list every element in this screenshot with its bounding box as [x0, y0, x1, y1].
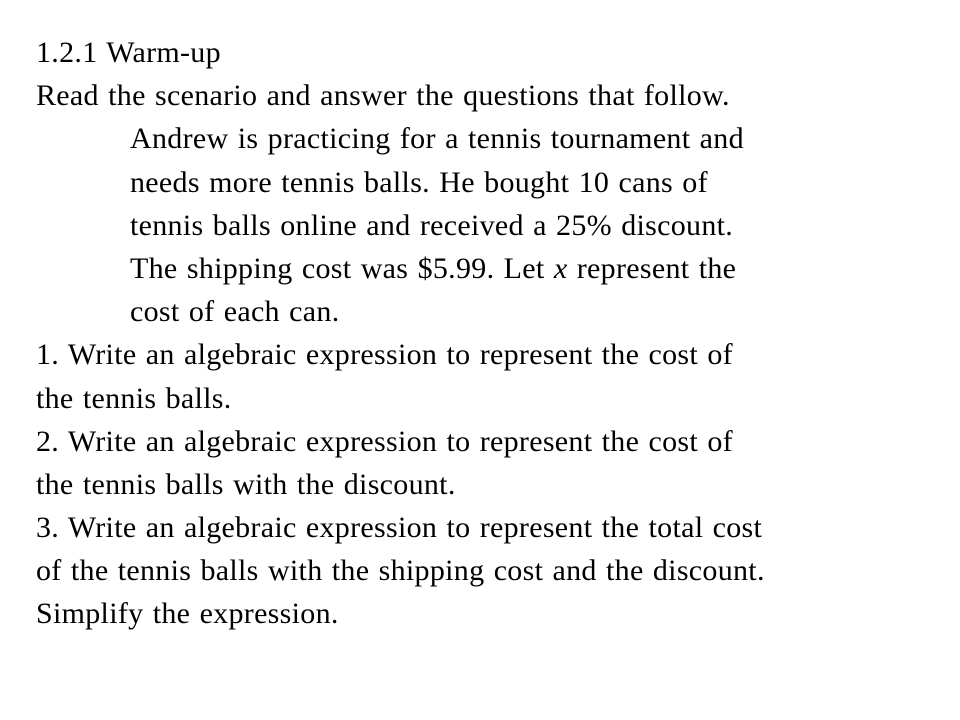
variable-x: x: [553, 251, 568, 285]
question-2-line-2: the tennis balls with the discount.: [36, 467, 456, 501]
scenario-line-4-start: The shipping cost was $5.99. Let: [130, 251, 554, 285]
slide-heading: 1.2.1 Warm-up: [36, 36, 221, 69]
scenario-line-3: tennis balls online and received a 25% discount.: [130, 208, 734, 242]
question-1: [36, 333, 936, 419]
question-3: [36, 506, 936, 636]
scenario-block: [36, 117, 936, 333]
warm-up-slide: [36, 31, 936, 636]
question-1-line-2: the tennis balls.: [36, 381, 232, 415]
question-3-line-3: Simplify the expression.: [36, 597, 339, 631]
scenario-line-2: needs more tennis balls. He bought 10 cans of: [130, 165, 708, 199]
instructions-text: Read the scenario and answer the questions that follow.: [36, 79, 730, 113]
question-3-line-2: of the tennis balls with the shipping cost and the discount.: [36, 554, 765, 588]
question-2: [36, 420, 936, 506]
question-1-line-1: 1. Write an algebraic expression to represent the cost of: [36, 338, 733, 372]
question-2-line-1: 2. Write an algebraic expression to represent the cost of: [36, 424, 733, 458]
scenario-line-5: cost of each can.: [130, 295, 340, 329]
scenario-line-4-end: represent the: [567, 251, 737, 285]
scenario-line-1: Andrew is practicing for a tennis tournament and: [130, 122, 744, 156]
scenario-line-4: [36, 247, 936, 290]
question-3-line-1: 3. Write an algebraic expression to represent the total cost: [36, 511, 763, 545]
